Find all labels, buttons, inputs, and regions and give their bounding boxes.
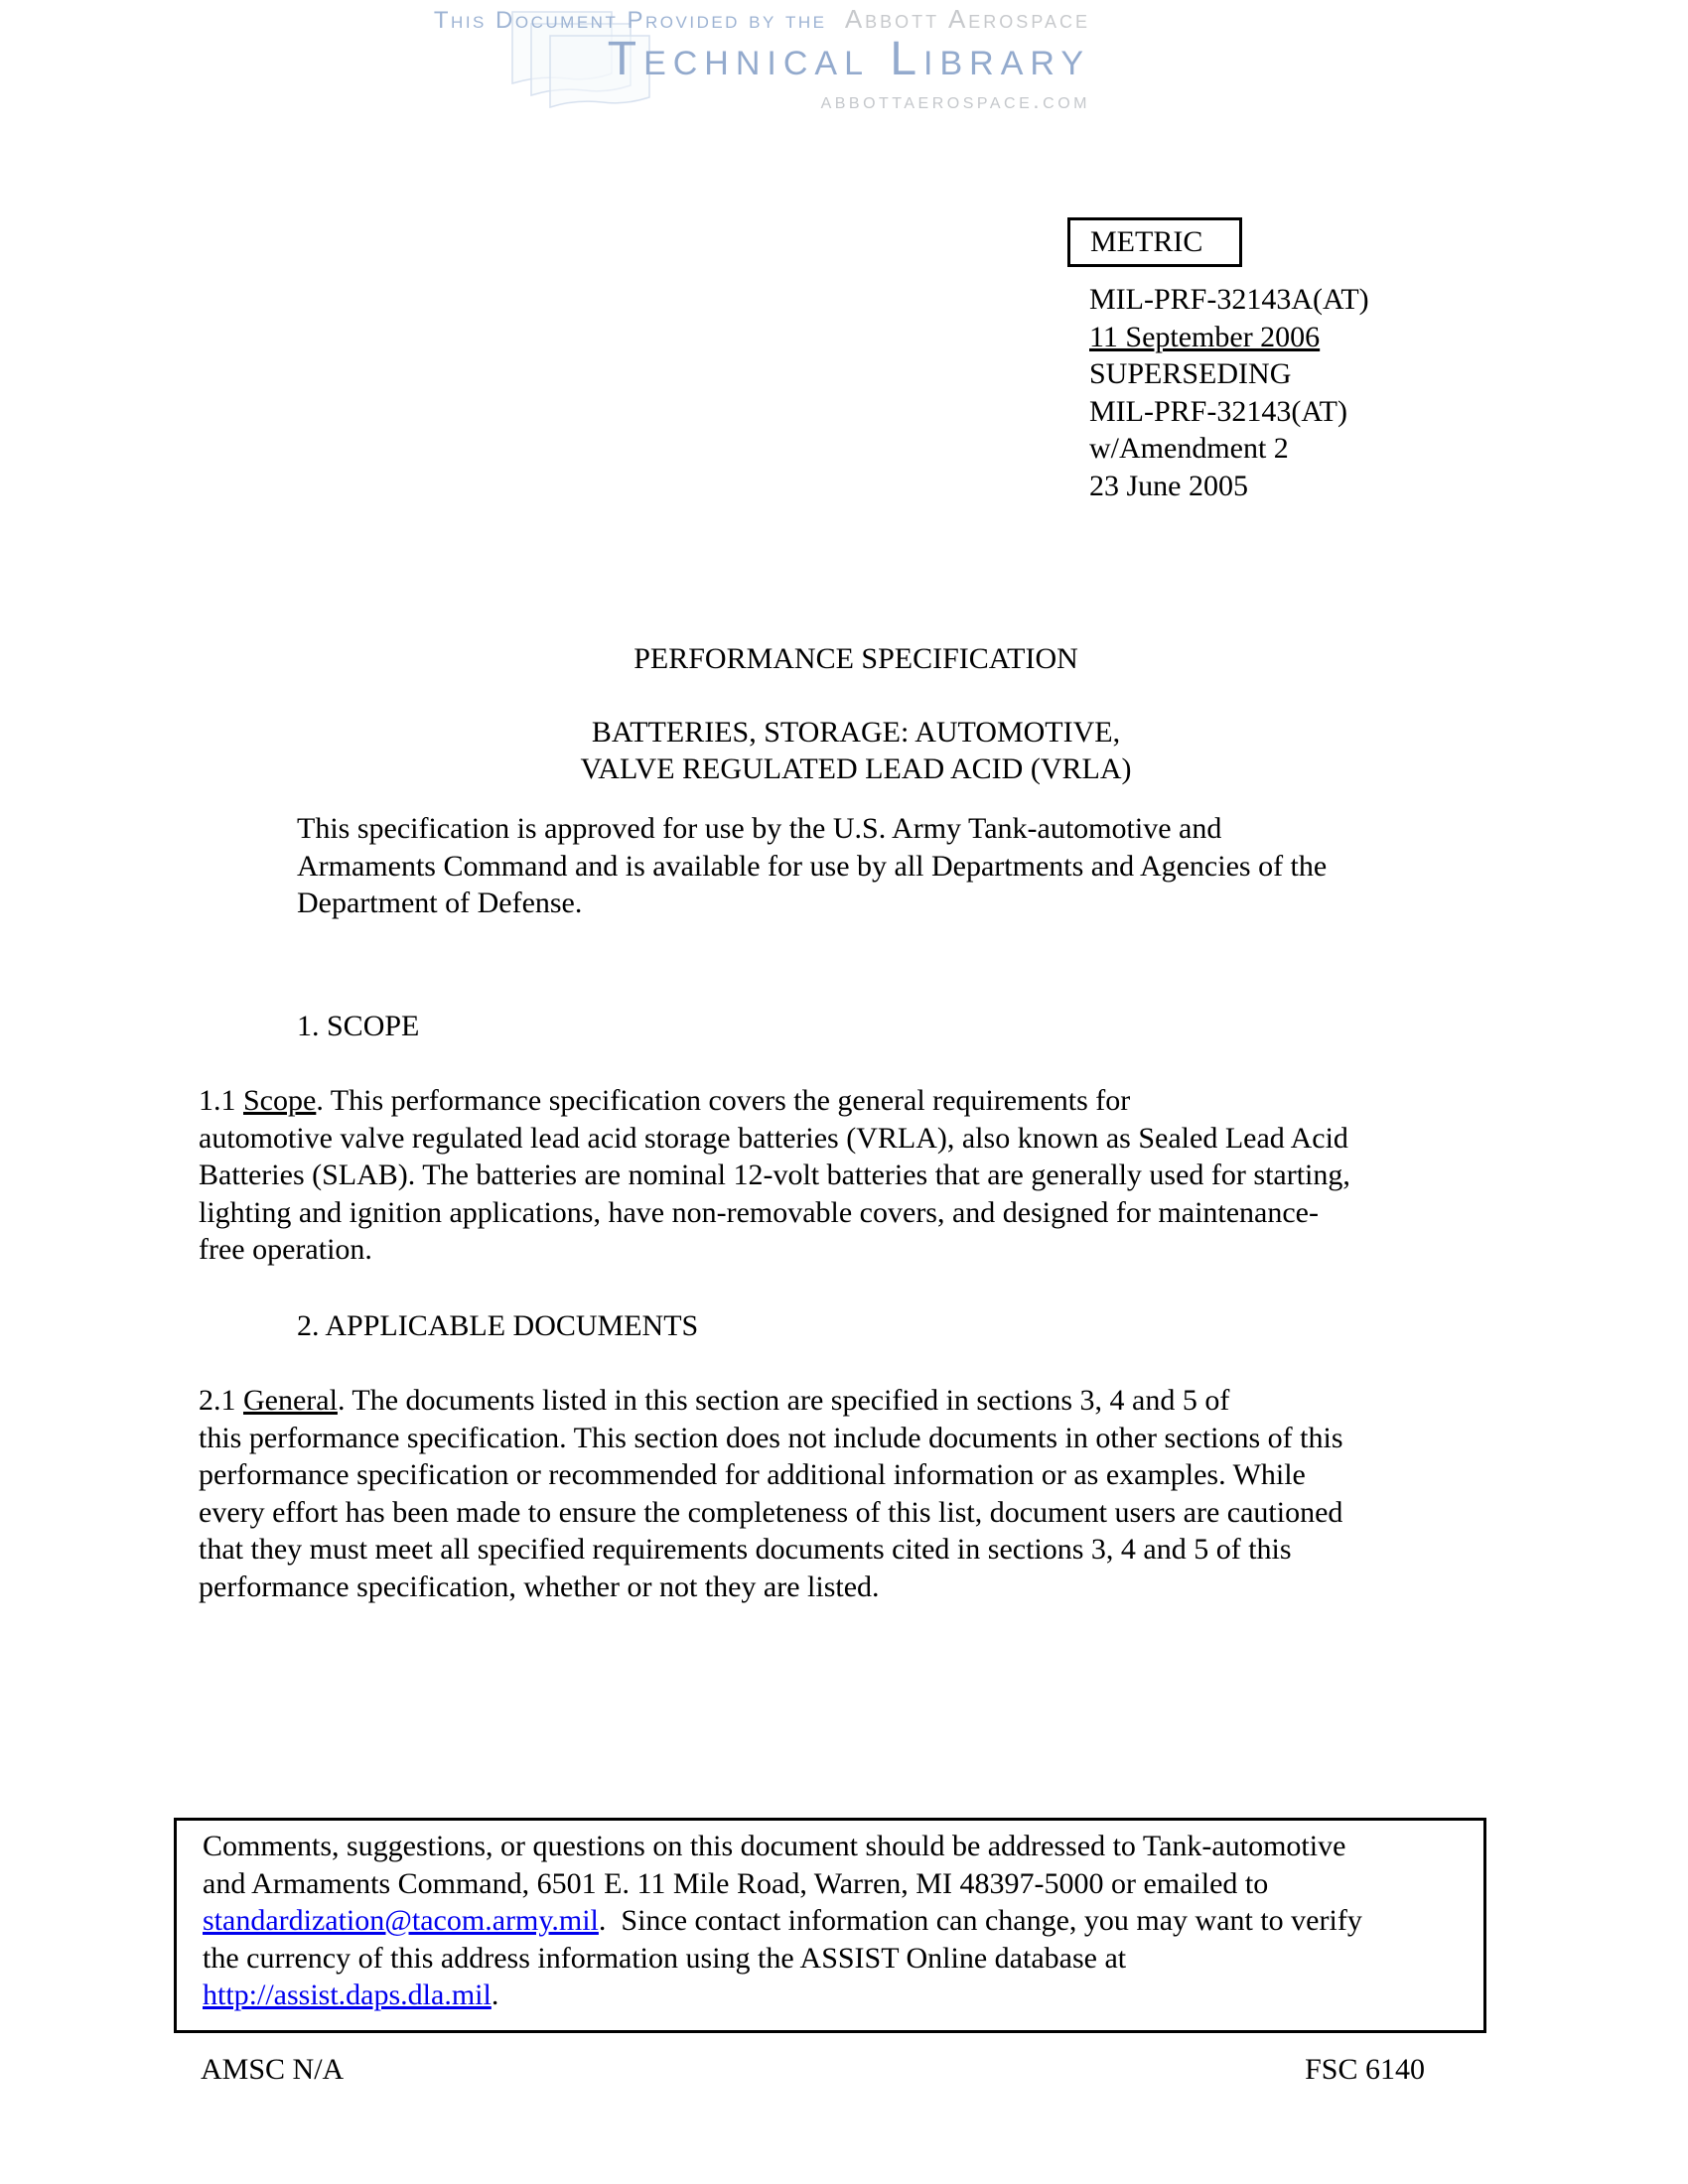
- paragraph-2-1-general: [199, 1382, 1494, 1605]
- superseding-label: SUPERSEDING: [1089, 357, 1292, 390]
- superseded-number: MIL-PRF-32143(AT): [1089, 394, 1347, 428]
- para-number: 2.1: [199, 1384, 243, 1417]
- metric-label: METRIC: [1090, 225, 1203, 258]
- para-line: [199, 1382, 1494, 1420]
- para-line: [199, 1082, 1494, 1120]
- section-heading-scope: 1. SCOPE: [297, 1010, 420, 1042]
- para-number: 1.1: [199, 1084, 243, 1117]
- para-line: lighting and ignition applications, have non-removable covers, and designed for maintenance-: [199, 1195, 1319, 1229]
- comment-line: Comments, suggestions, or questions on this document should be addressed to Tank-automotive: [203, 1830, 1346, 1862]
- assist-database-link[interactable]: http://assist.daps.dla.mil: [203, 1979, 492, 2011]
- approval-line: This specification is approved for use by the U.S. Army Tank-automotive and: [297, 812, 1222, 845]
- comment-line: [203, 1977, 1479, 2014]
- para-line: performance specification or recommended for additional information or as examples. While: [199, 1458, 1306, 1491]
- para-term-underlined: Scope: [243, 1084, 317, 1117]
- section-heading-applicable-documents: 2. APPLICABLE DOCUMENTS: [297, 1309, 699, 1342]
- technical-library-logo: [0, 6, 1090, 112]
- doc-date: 11 September 2006: [1089, 320, 1321, 353]
- comment-line: and Armaments Command, 6501 E. 11 Mile Road, Warren, MI 48397-5000 or emailed to: [203, 1866, 1269, 1900]
- para-text: . The documents listed in this section are specified in sections 3, 4 and 5 of: [337, 1384, 1230, 1417]
- amsc-code: AMSC N/A: [201, 2053, 345, 2086]
- comments-address-box: [174, 1818, 1486, 2033]
- email-link[interactable]: standardization@tacom.army.mil: [203, 1904, 599, 1937]
- logo-tagline: [0, 6, 1090, 34]
- para-line: that they must meet all specified requirements documents cited in sections 3, 4 and 5 of this: [199, 1533, 1292, 1566]
- logo-spacer: [826, 7, 844, 34]
- para-line: this performance specification. This section does not include documents in other sections of this: [199, 1421, 1343, 1454]
- superseded-date: 23 June 2005: [1089, 469, 1248, 502]
- approval-line: Armaments Command and is available for use by all Departments and Agencies of the: [297, 849, 1328, 883]
- approval-line: Department of Defense.: [297, 887, 583, 919]
- title-gap: [12, 678, 1688, 714]
- document-id-block: [1089, 281, 1369, 504]
- comment-line: the currency of this address information using the ASSIST Online database at: [203, 1941, 1127, 1975]
- logo-brand-text: Abbott Aerospace: [844, 4, 1090, 34]
- para-line: automotive valve regulated lead acid storage batteries (VRLA), also known as Sealed Lead Acid: [199, 1121, 1348, 1155]
- logo-provided-by-text: This Document Provided by the: [433, 7, 827, 34]
- spec-subject-line2: VALVE REGULATED LEAD ACID (VRLA): [580, 752, 1132, 785]
- paragraph-1-1-scope: [199, 1082, 1494, 1269]
- logo-library-title: Technical Library: [607, 33, 1090, 85]
- spec-subject-line1: BATTERIES, STORAGE: AUTOMOTIVE,: [591, 715, 1121, 749]
- para-term-underlined: General: [243, 1384, 338, 1417]
- superseded-amendment: w/Amendment 2: [1089, 432, 1289, 465]
- comment-text: .: [491, 1979, 499, 2011]
- para-line: Batteries (SLAB). The batteries are nominal 12-volt batteries that are generally used for starting,: [199, 1159, 1350, 1191]
- para-text: . This performance specification covers the general requirements for: [316, 1084, 1131, 1117]
- comment-line: [203, 1902, 1479, 1940]
- approval-paragraph: [297, 810, 1478, 922]
- para-line: free operation.: [199, 1233, 372, 1266]
- para-line: performance specification, whether or not they are listed.: [199, 1570, 880, 1603]
- fsc-code: FSC 6140: [1305, 2053, 1425, 2086]
- para-line: every effort has been made to ensure the completeness of this list, document users are cautioned: [199, 1495, 1343, 1529]
- metric-box: [1067, 217, 1242, 267]
- spec-type-title: PERFORMANCE SPECIFICATION: [633, 642, 1078, 675]
- doc-number: MIL-PRF-32143A(AT): [1089, 283, 1369, 316]
- title-block: [12, 640, 1688, 788]
- logo-website: abbottaerospace.com: [820, 87, 1090, 113]
- comment-text: . Since contact information can change, you may want to verify: [598, 1904, 1362, 1937]
